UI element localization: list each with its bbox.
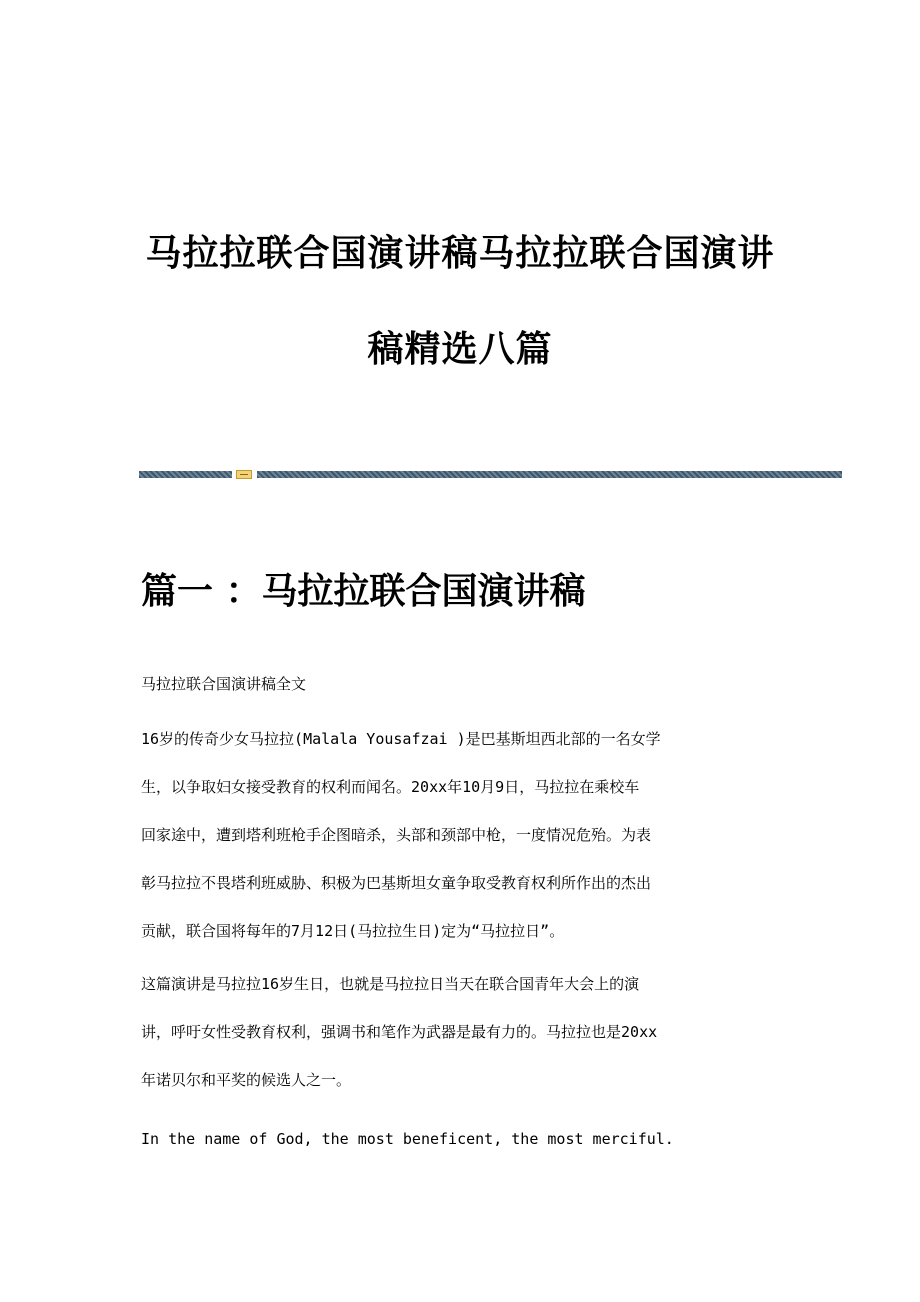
decorative-divider [139,470,842,479]
paragraph-line: 这篇演讲是马拉拉16岁生日，也就是马拉拉日当天在联合国青年大会上的演 [141,975,640,993]
speech-context-paragraph [141,960,781,1104]
intro-paragraph [141,715,781,955]
subtitle-line: 马拉拉联合国演讲稿全文 [141,675,307,693]
divider-bar-left [139,471,232,478]
paragraph-line: 年诺贝尔和平奖的候选人之一。 [141,1071,352,1089]
paragraph-line: In the name of God, the most beneficent, the most merciful. [141,1130,674,1148]
paragraph-line: 讲，呼吁女性受教育权利，强调书和笔作为武器是最有力的。马拉拉也是20xx [141,1023,658,1041]
paragraph-line: 回家途中，遭到塔利班枪手企图暗杀，头部和颈部中枪，一度情况危殆。为表 [141,826,652,844]
paragraph-line: 彰马拉拉不畏塔利班威胁、积极为巴基斯坦女童争取受教育权利所作出的杰出 [141,874,652,892]
document-title [0,205,920,397]
speech-subtitle [141,660,781,708]
paragraph-line: 16岁的传奇少女马拉拉(Malala Yousafzai )是巴基斯坦西北部的一名女学 [141,730,661,748]
paragraph-line: 生，以争取妇女接受教育的权利而闻名。20xx年10月9日，马拉拉在乘校车 [141,778,640,796]
paragraph-line: 贡献，联合国将每年的7月12日(马拉拉生日)定为“马拉拉日”。 [141,922,565,940]
section-heading: 篇一 ：马拉拉联合国演讲稿 [141,570,586,612]
english-opening-paragraph [141,1115,781,1163]
title-line-2: 稿精选八篇 [367,328,553,370]
title-line-1: 马拉拉联合国演讲稿马拉拉联合国演讲 [145,232,775,274]
divider-bar-right [257,471,842,478]
divider-ornament-icon [236,470,252,479]
